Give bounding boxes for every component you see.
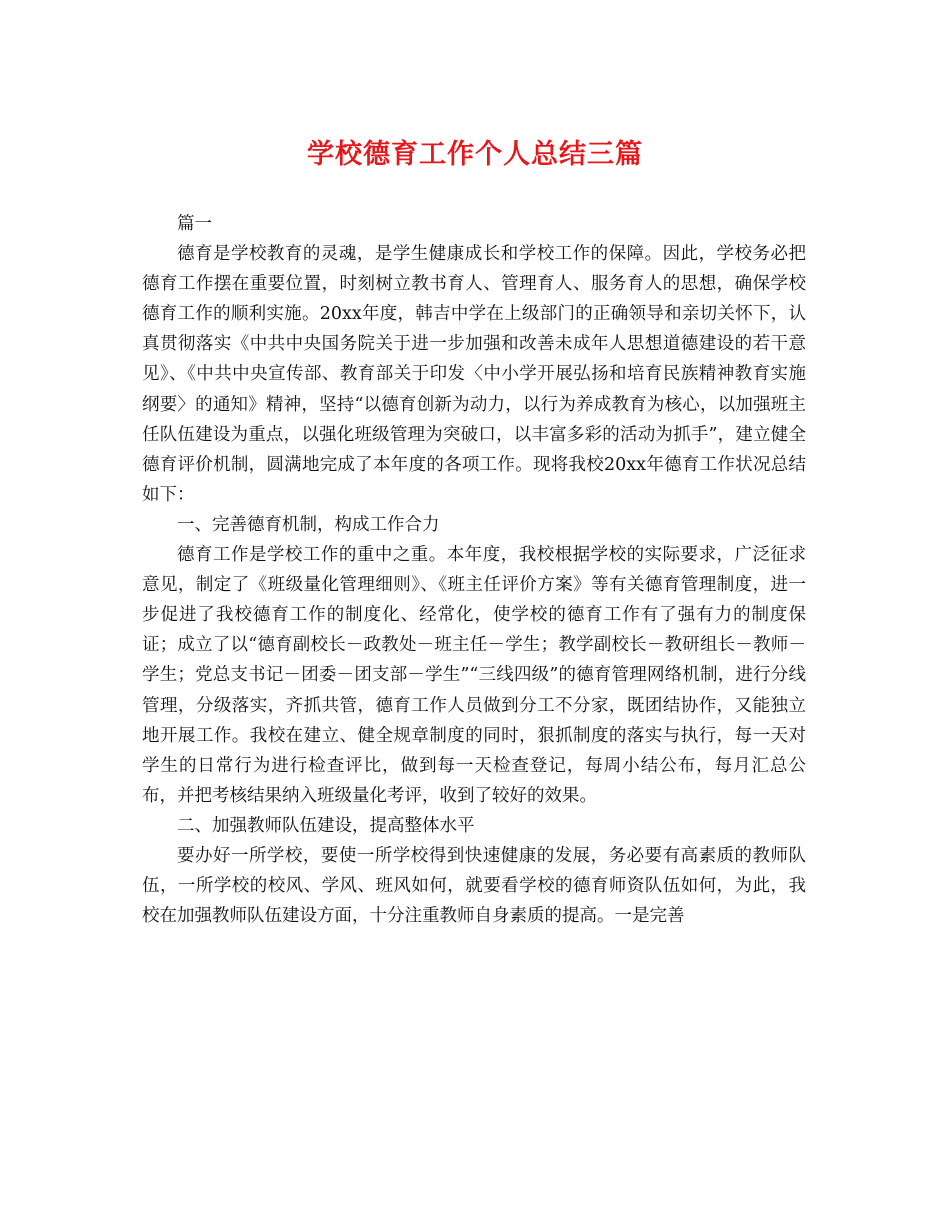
paragraph-mechanism: 德育工作是学校工作的重中之重。本年度，我校根据学校的实际要求，广泛征求意见，制定了《班级量化管理细则》、《班主任评价方案》等有关德育管理制度，进一步促进了我校德育工作的制度化、经常化，使学校的德育工作有了强有力的制度保证；成立了以“德育副校长－政教处－班主任－学生；教学副校长－教研组长－教师－学生；党总支书记－团委－团支部－学生”“三线四级”的德育管理网络机制，进行分线管理，分级落实，齐抓共管，德育工作人员做到分工不分家，既团结协作，又能独立地开展工作。我校在建立、健全规章制度的同时，狠抓制度的落实与执行，每一天对学生的日常行为进行检查评比，做到每一天检查登记，每周小结公布，每月汇总公布，并把考核结果纳入班级量化考评，收到了较好的效果。 — [142, 545, 806, 806]
section-heading-part-one: 篇一 — [177, 214, 212, 234]
section-heading-2: 二、加强教师队伍建设，提高整体水平 — [177, 815, 475, 836]
section-heading-1: 一、完善德育机制，构成工作合力 — [177, 514, 440, 535]
paragraph-teachers: 要办好一所学校，要使一所学校得到快速健康的发展，务必要有高素质的教师队伍，一所学校的校风、学风、班风如何，就要看学校的德育师资队伍如何，为此，我校在加强教师队伍建设方面，十分注重教师自身素质的提高。一是完善 — [142, 845, 806, 927]
paragraph-intro: 德育是学校教育的灵魂，是学生健康成长和学校工作的保障。因此，学校务必把德育工作摆在重要位置，时刻树立教书育人、管理育人、服务育人的思想，确保学校德育工作的顺利实施。20xx年度，韩吉中学在上级部门的正确领导和亲切关怀下，认真贯彻落实《中共中央国务院关于进一步加强和改善未成年人思想道德建设的若干意见》、《中共中央宣传部、教育部关于印发〈中小学开展弘扬和培育民族精神教育实施纲要〉的通知》精神，坚持“以德育创新为动力，以行为养成教育为核心，以加强班主任队伍建设为重点，以强化班级管理为突破口，以丰富多彩的活动为抓手”，建立健全德育评价机制，圆满地完成了本年度的各项工作。现将我校20xx年德育工作状况总结如下： — [142, 244, 806, 505]
document-body — [142, 209, 806, 931]
document-title: 学校德育工作个人总结三篇 — [307, 139, 643, 170]
